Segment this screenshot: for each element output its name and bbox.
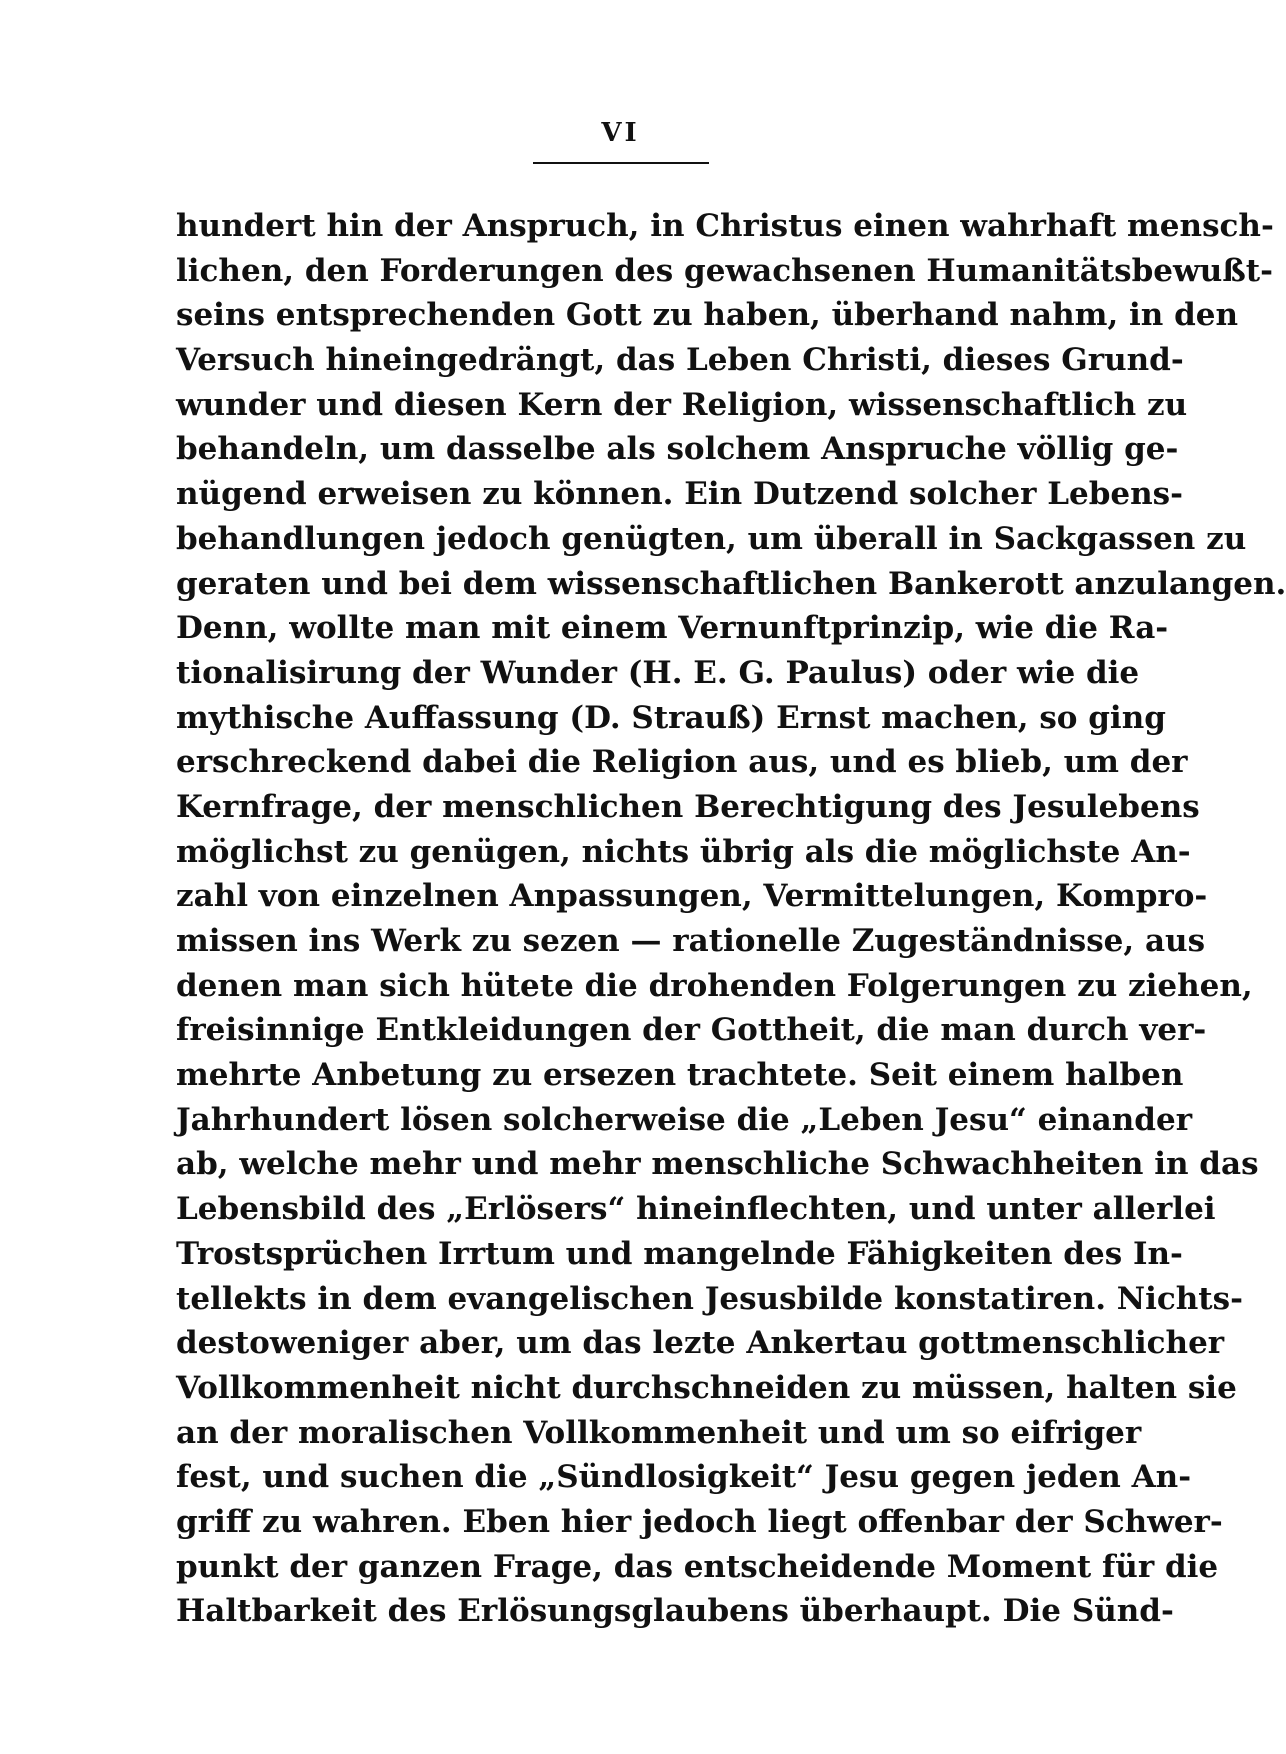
text-line: griff zu wahren. Eben hier jedoch liegt offenbar der Schwer- (176, 1503, 1223, 1540)
text-line: tellekts in dem evangelischen Jesusbilde konstatiren. Nichts- (176, 1280, 1243, 1317)
text-line: wunder und diesen Kern der Religion, wissenschaftlich zu (176, 386, 1188, 423)
text-line: behandlungen jedoch genügten, um überall in Sackgassen zu (176, 520, 1247, 557)
text-line: seins entsprechenden Gott zu haben, überhand nahm, in den (176, 297, 1239, 334)
text-line: Kernfrage, der menschlichen Berechtigung des Jesulebens (176, 788, 1200, 825)
text-line: Versuch hineingedrängt, das Leben Christi, dieses Grund- (176, 342, 1184, 379)
text-line: Trostsprüchen Irrtum und mangelnde Fähigkeiten des In- (176, 1235, 1183, 1272)
text-line: punkt der ganzen Frage, das entscheidende Moment für die (176, 1548, 1219, 1585)
text-line: freisinnige Entkleidungen der Gottheit, die man durch ver- (176, 1012, 1207, 1049)
header-rule (533, 162, 709, 164)
text-line: an der moralischen Vollkommenheit und um so eifriger (176, 1414, 1142, 1451)
text-line: Lebensbild des „Erlösers“ hineinflechten, und unter allerlei (176, 1191, 1216, 1228)
text-line: Haltbarkeit des Erlösungsglaubens überhaupt. Die Sünd- (176, 1593, 1174, 1630)
text-line: missen ins Werk zu sezen — rationelle Zugeständnisse, aus (176, 923, 1206, 959)
body-text (176, 204, 1286, 1634)
text-line: geraten und bei dem wissenschaftlichen Bankerott anzulangen. (176, 565, 1286, 602)
text-line: fest, und suchen die „Sündlosigkeit“ Jesu gegen jeden An- (176, 1459, 1192, 1496)
page-number: VI (601, 118, 640, 148)
text-line: erschreckend dabei die Religion aus, und es blieb, um der (176, 744, 1188, 781)
text-line: mehrte Anbetung zu ersezen trachtete. Seit einem halben (176, 1057, 1184, 1094)
text-line: behandeln, um dasselbe als solchem Anspruche völlig ge- (176, 431, 1179, 468)
text-line: denen man sich hütete die drohenden Folgerungen zu ziehen, (176, 967, 1253, 1004)
text-line: möglichst zu genügen, nichts übrig als die möglichste An- (176, 833, 1191, 870)
text-line: zahl von einzelnen Anpassungen, Vermittelungen, Kompro- (176, 878, 1208, 915)
page-header (0, 118, 1241, 148)
text-line: Vollkommenheit nicht durchschneiden zu müssen, halten sie (176, 1369, 1237, 1406)
text-line: hundert hin der Anspruch, in Christus einen wahrhaft mensch- (176, 208, 1274, 244)
text-line: ab, welche mehr und mehr menschliche Schwachheiten in das (176, 1146, 1259, 1183)
text-line: mythische Auffassung (D. Strauß) Ernst machen, so ging (176, 699, 1166, 736)
text-line: nügend erweisen zu können. Ein Dutzend solcher Lebens- (176, 476, 1184, 513)
text-line: tionalisirung der Wunder (H. E. G. Paulus) oder wie die (176, 654, 1140, 691)
text-line: lichen, den Forderungen des gewachsenen Humanitätsbewußt- (176, 252, 1273, 289)
text-line: destoweniger aber, um das lezte Ankertau gottmenschlicher (176, 1325, 1225, 1362)
text-line: Jahrhundert lösen solcherweise die „Leben Jesu“ einander (176, 1101, 1193, 1138)
text-line: Denn, wollte man mit einem Vernunftprinzip, wie die Ra- (176, 610, 1169, 647)
